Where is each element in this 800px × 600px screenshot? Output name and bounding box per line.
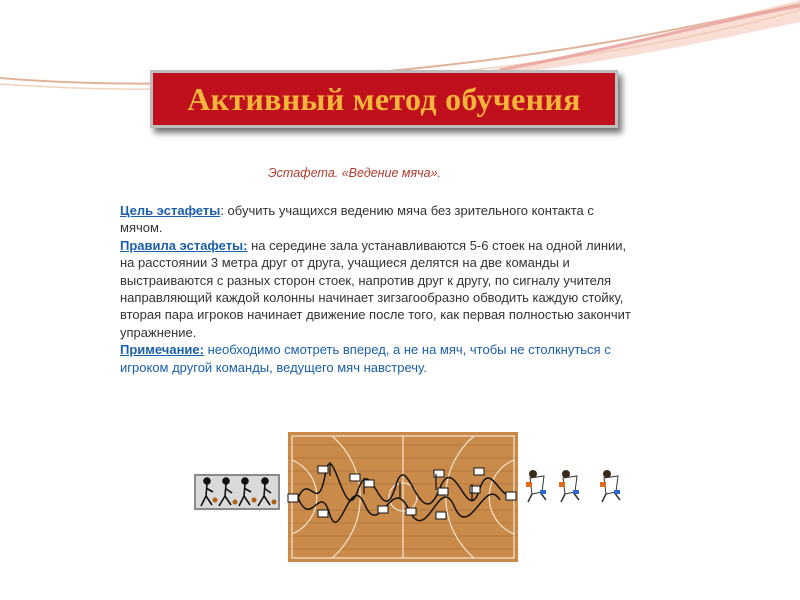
player-icon	[600, 470, 620, 502]
goal-label: Цель эстафеты	[120, 203, 221, 218]
title-banner	[150, 70, 618, 128]
slide-subtitle: Эстафета. «Ведение мяча».	[268, 166, 442, 180]
player-icon	[559, 470, 579, 502]
note-paragraph	[120, 341, 640, 376]
rules-label: Правила эстафеты:	[120, 237, 248, 253]
rules-paragraph	[120, 237, 640, 341]
player-icon	[526, 470, 546, 502]
note-label: Примечание:	[120, 342, 204, 358]
dribbling-players-sequence-icon	[194, 474, 280, 510]
goal-paragraph	[120, 202, 640, 237]
goal-text: обучить учащихся ведению мяча без зрительного контакта с мячом.	[120, 203, 594, 236]
basketball-court-relay-diagram	[288, 432, 518, 562]
slide-title: Активный метод обучения	[187, 80, 581, 117]
rules-text: на середине зала устанавливаются 5-6 стоек на одной линии, на расстоянии 3 метра друг от друга, учащиеся делятся на две команды и выстраиваются с разных сторон стоек, напротив друг к другу, по сигналу учителя направляющий каждой колонны начинает зигзагообразно обводить каждую стойку, вторая пара игроков начинает движение после того, как первая полностью закончит упражнение.	[120, 237, 631, 340]
description-block	[120, 202, 640, 376]
note-text: необходимо смотреть вперед, а не на мяч, чтобы не столкнуться с игроком другой команды, ведущего мяч навстречу.	[120, 342, 611, 375]
goal-separator: :	[220, 203, 224, 218]
